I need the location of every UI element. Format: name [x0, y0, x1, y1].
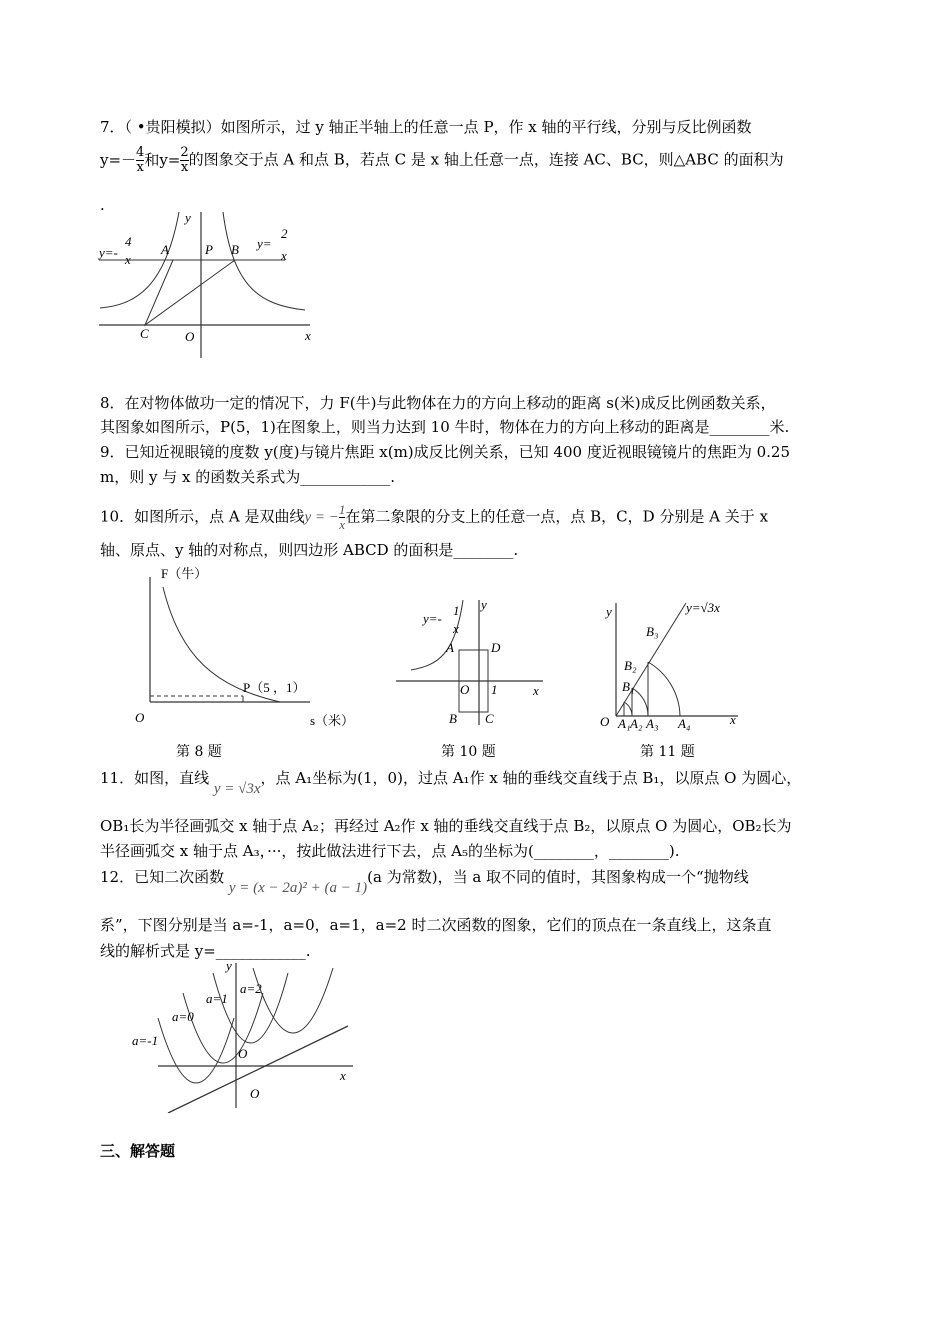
label-B1: B₁: [622, 679, 635, 694]
q9-line2: m，则 y 与 x 的函数关系式为____________.: [100, 468, 395, 486]
q7-line1: 7．（ •贵阳模拟）如图所示，过 y 轴正半轴上的任意一点 P，作 x 轴的平行线，分别与反比例函数: [100, 118, 752, 136]
label-A2: A₂: [630, 716, 643, 731]
q8-line1: 8．在对物体做功一定的情况下，力 F(牛)与此物体在力的方向上移动的距离 s(米)成反比例函数关系，: [100, 394, 776, 412]
parabola-a2: [253, 968, 333, 1033]
f1-pre: y=－: [100, 150, 137, 169]
label-F: F（牛）: [161, 566, 208, 581]
label-eq: y=√3x: [686, 600, 720, 615]
q7-formula: [100, 145, 189, 175]
num: 4: [136, 145, 145, 160]
label-A: A: [446, 640, 454, 655]
q12-formula: y = (x − 2a)² + (a − 1): [228, 880, 368, 896]
label-a0: a=0: [172, 1009, 194, 1024]
label-P: P（5 ，1）: [243, 680, 306, 695]
q11-pre: 11．如图，直线: [100, 769, 210, 787]
q8-line2: 其图象如图所示，P(5，1)在图象上，则当力达到 10 牛时，物体在力的方向上移动的距离是________米.: [100, 418, 790, 436]
q10-pre: 10．如图所示，点 A 是双曲线: [100, 507, 305, 526]
label-y: y: [481, 597, 487, 612]
num: 1: [338, 502, 346, 517]
frac-2-x: [180, 146, 188, 175]
label-O-lower: O: [250, 1086, 260, 1101]
parabola-a-1: [158, 1018, 234, 1083]
q7-figure: [95, 208, 320, 363]
label-B2: B₂: [624, 658, 637, 673]
q12-line2: 系”，下图分别是当 a=-1，a=0，a=1，a=2 时二次函数的图象，它们的顶点在一条直线上，这条直: [100, 916, 772, 934]
q7-text: 的图象交于点 A 和点 B，若点 C 是 x 轴上任意一点，连接 AC、BC，则△ABC 的面积为: [188, 150, 784, 169]
eq-num: 1: [453, 603, 460, 618]
label-A3: A₃: [646, 716, 659, 731]
label-O: O: [460, 682, 470, 697]
q9-line1: 9．已知近视眼镜的度数 y(度)与镜片焦距 x(m)成反比例关系，已知 400 度近视眼镜镜片的焦距为 0.25: [100, 443, 790, 461]
q7-line3: .: [100, 196, 105, 214]
q11-figure: [598, 598, 748, 733]
q11-line2: OB₁长为半径画弧交 x 轴于点 A₂；再经过 A₂作 x 轴的垂线交直线于点 B₂，以原点 O 为圆心，OB₂长为: [100, 817, 792, 835]
q10-caption: 第 10 题: [441, 744, 496, 760]
label-x: x: [340, 1068, 346, 1083]
q10-post: 在第二象限的分支上的任意一点，点 B，C，D 分别是 A 关于 x: [345, 507, 769, 526]
q11-line1: [100, 768, 802, 797]
label-A: A: [161, 242, 169, 257]
q11-post: ，点 A₁坐标为(1，0)，过点 A₁作 x 轴的垂线交直线于点 B₁，以原点 O 为圆心，: [260, 769, 802, 787]
q7-line2: [100, 146, 784, 175]
label-D: D: [491, 640, 501, 655]
label-a-1: a=-1: [132, 1033, 159, 1048]
left-eq: y=-: [99, 245, 118, 260]
q12-pre: 12．已知二次函数: [100, 868, 225, 886]
q8-caption: 第 8 题: [176, 744, 222, 760]
right-den: x: [281, 248, 287, 263]
left-num: 4: [125, 234, 132, 249]
den: x: [180, 160, 189, 175]
eq-den: x: [453, 621, 459, 636]
den: x: [136, 160, 144, 175]
label-B: B: [449, 711, 457, 726]
curve-right: [223, 212, 305, 310]
label-x: x: [730, 712, 736, 727]
label-C: C: [140, 326, 149, 341]
q12-line3: 线的解析式是 y=____________.: [100, 942, 311, 960]
right-num: 2: [281, 226, 288, 241]
label-O: O: [600, 714, 610, 729]
den: x: [339, 517, 346, 532]
q12-figure: [128, 958, 358, 1113]
num: 2: [180, 145, 189, 160]
label-P: P: [205, 242, 213, 257]
q10-figure: [393, 595, 553, 735]
label-x: x: [305, 328, 311, 343]
label-A4: A₄: [678, 716, 691, 731]
f-mid: 和y=: [144, 150, 181, 169]
q11-formula: y = √3x: [213, 781, 261, 797]
q10-line1: [100, 503, 768, 532]
q10-line2: 轴、原点、y 轴的对称点，则四边形 ABCD 的面积是________.: [100, 541, 519, 559]
right-eq: y=: [257, 236, 272, 251]
label-y: y: [606, 604, 612, 619]
label-B: B: [231, 242, 239, 257]
q10-formula: y = −: [304, 509, 339, 526]
q12-post: (a 为常数)，当 a 取不同的值时，其图象构成一个“抛物线: [367, 868, 749, 886]
q11-caption: 第 11 题: [640, 744, 695, 760]
label-y: y: [185, 210, 191, 225]
arc-1: [624, 702, 632, 716]
section-heading: 三、解答题: [100, 1142, 176, 1160]
label-s: s（米）: [310, 713, 355, 728]
eq: y=-: [423, 611, 442, 626]
label-O: O: [135, 710, 145, 725]
arc-3: [648, 662, 680, 716]
label-A1: A₁: [618, 716, 631, 731]
label-a2: a=2: [240, 981, 262, 996]
label-a1: a=1: [206, 991, 228, 1006]
label-1: 1: [491, 682, 498, 697]
label-C: C: [485, 711, 494, 726]
q11-line3: 半径画弧交 x 轴于点 A₃，···，按此做法进行下去，点 A₅的坐标为(________，________).: [100, 842, 680, 860]
label-O-upper: O: [238, 1046, 248, 1061]
q12-line1: [100, 867, 749, 896]
label-B3: B₃: [646, 624, 659, 639]
q8-figure: [125, 562, 365, 737]
triangle-lines: [145, 260, 235, 325]
left-den: x: [125, 252, 131, 267]
label-x: x: [533, 683, 539, 698]
label-O: O: [185, 329, 195, 344]
label-y: y: [226, 958, 232, 973]
